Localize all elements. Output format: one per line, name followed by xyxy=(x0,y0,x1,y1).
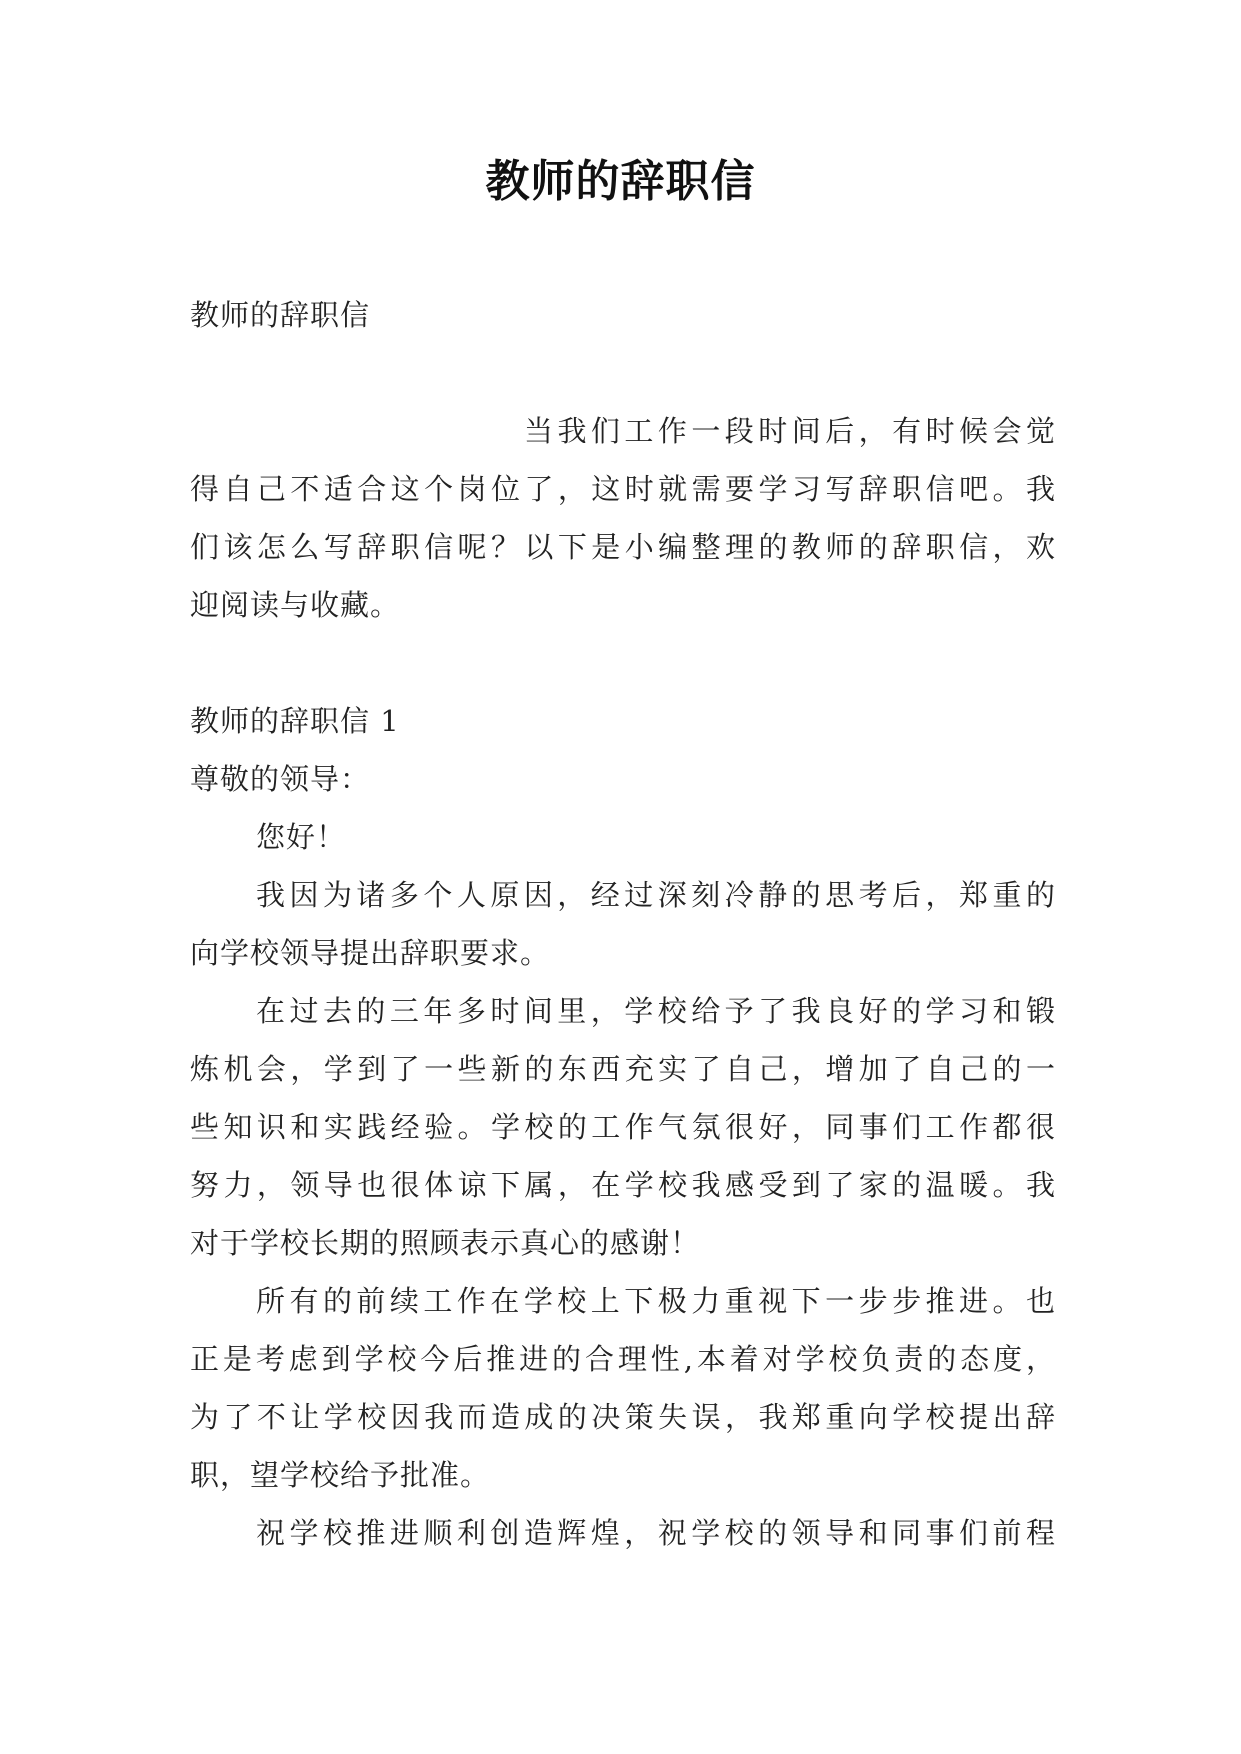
intro-line: 得自己不适合这个岗位了，这时就需要学习写辞职信吧。我 xyxy=(190,472,1056,506)
paragraph-line: 为了不让学校因我而造成的决策失误，我郑重向学校提出辞 xyxy=(190,1400,1056,1434)
intro-line: 当我们工作一段时间后，有时候会觉 xyxy=(524,414,1056,448)
paragraph-line: 祝学校推进顺利创造辉煌，祝学校的领导和同事们前程 xyxy=(256,1516,1056,1550)
spacer xyxy=(190,634,1056,692)
intro-line: 们该怎么写辞职信呢？以下是小编整理的教师的辞职信，欢 xyxy=(190,530,1056,564)
subtitle: 教师的辞职信 xyxy=(190,298,371,332)
paragraph-line: 向学校领导提出辞职要求。 xyxy=(190,936,551,970)
paragraph-line: 职，望学校给予批准。 xyxy=(190,1458,491,1492)
paragraph-line: 我因为诸多个人原因，经过深刻冷静的思考后，郑重的 xyxy=(256,878,1056,912)
document-title: 教师的辞职信 xyxy=(485,156,756,207)
paragraph-line: 努力，领导也很体谅下属，在学校我感受到了家的温暖。我 xyxy=(190,1168,1056,1202)
intro-line: 迎阅读与收藏。 xyxy=(190,588,401,622)
greeting: 您好！ xyxy=(256,820,347,854)
paragraph-line: 所有的前续工作在学校上下极力重视下一步步推进。也 xyxy=(256,1284,1056,1318)
paragraph-line: 在过去的三年多时间里，学校给予了我良好的学习和锻 xyxy=(256,994,1056,1028)
section-heading: 教师的辞职信 1 xyxy=(190,704,400,738)
paragraph-line: 些知识和实践经验。学校的工作气氛很好，同事们工作都很 xyxy=(190,1110,1056,1144)
salutation: 尊敬的领导： xyxy=(190,762,371,796)
paragraph-line: 炼机会，学到了一些新的东西充实了自己，增加了自己的一 xyxy=(190,1052,1056,1086)
spacer xyxy=(190,344,1056,402)
document-body xyxy=(190,286,1056,1562)
paragraph-line: 对于学校长期的照顾表示真心的感谢！ xyxy=(190,1226,701,1260)
paragraph-line: 正是考虑到学校今后推进的合理性,本着对学校负责的态度， xyxy=(190,1342,1056,1376)
